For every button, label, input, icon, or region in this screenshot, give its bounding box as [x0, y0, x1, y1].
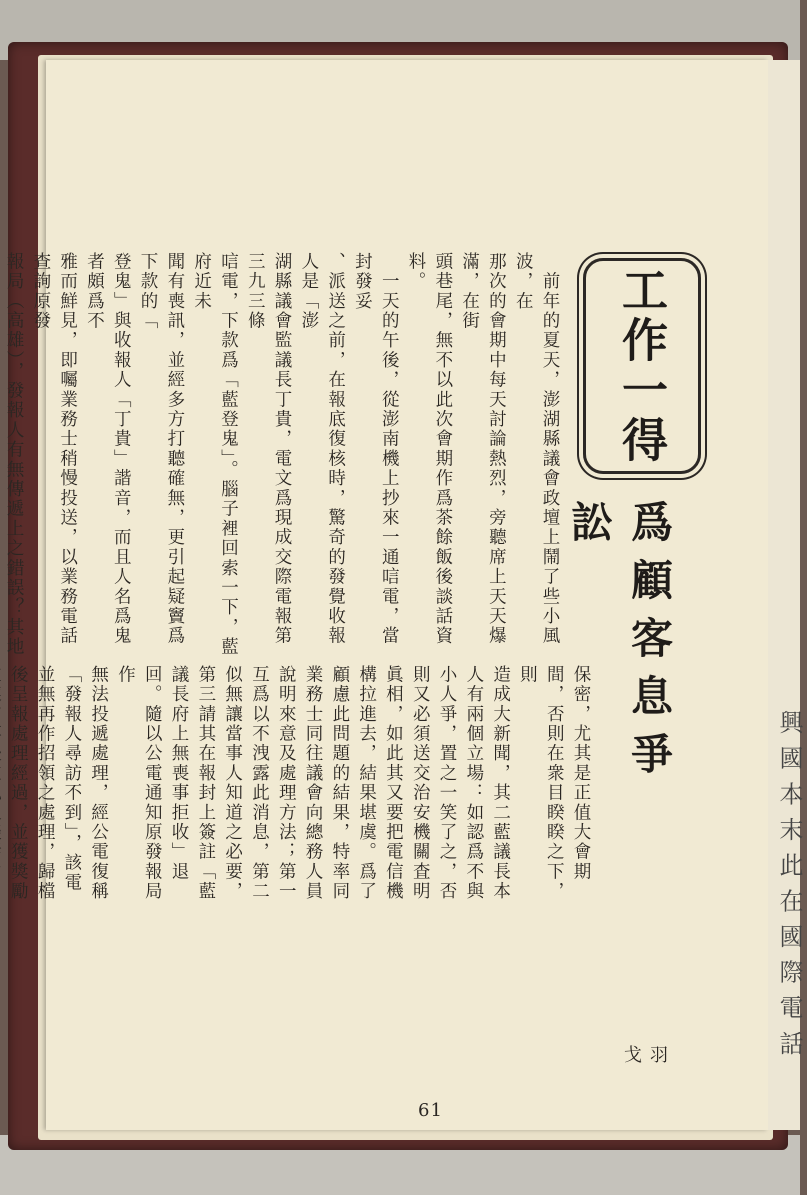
section-header: 工作一得	[615, 266, 669, 466]
next-page-edge	[768, 60, 803, 1130]
page-number: 61	[418, 1100, 443, 1121]
article-body-lower: 保密，尤其是正值大會期間，否則在衆目睽睽之下，則 造成大新聞，其二藍議長本人有兩個立場：如認爲不與 小人爭，置之一笑了之，否則又必須送交治安機關査明 眞相，如此其又要把電信機構拉進去，結果堪虞。爲了 顧慮此問題的結果，特率同業務士同往議會向總務人員 說明來意及處理方法；第一互爲以不洩露此消息，第二 似無讓當事人知道之必要，第三請其在報封上簽註「藍 議長府上無喪事拒收」退回。隨以公電通知原發報局作 無法投遞處理，經公電復稱「發報人尋訪不到」，該電 並無再作招領之處理，歸檔後呈報處理經過，並獲獎勵	[8, 665, 591, 902]
article-body-upper: 前年的夏天，澎湖縣議會政壇上鬧了些小風波，在 那次的會期中每天討論熱烈，旁聽席上天天爆滿，在街 頭巷尾，無不以此次會期作爲茶餘飯後談話資料。 一天的午後，從澎南機上抄來一通唁電，當封發妥 、派送之前，在報底復核時，驚奇的發覺收報人是「澎 湖縣議會監議長丁貴，電文爲現成交際電報第三九三條 唁電，下款爲「藍登鬼」。腦子裡回索一下，藍府近未 聞有喪訊，並經多方打聽確無，更引起疑竇爲下款的「 登鬼」與收報人「丁貴」諧音，而且人名爲鬼者頗爲不 雅而鮮見，即囑業務士稍慢投送，以業務電話查詢原發 報局（高雄），發報人有無傳遞上之錯誤？其地	[4, 252, 560, 657]
article-author: 羽 戈	[621, 1045, 668, 1073]
section-header-frame	[583, 258, 701, 474]
next-page-fragment: 興 國 本 末 此 在 國 際 電 話	[775, 710, 803, 1057]
article-title: 爲顧客息爭訟	[565, 500, 674, 790]
book-page	[4, 60, 768, 1130]
